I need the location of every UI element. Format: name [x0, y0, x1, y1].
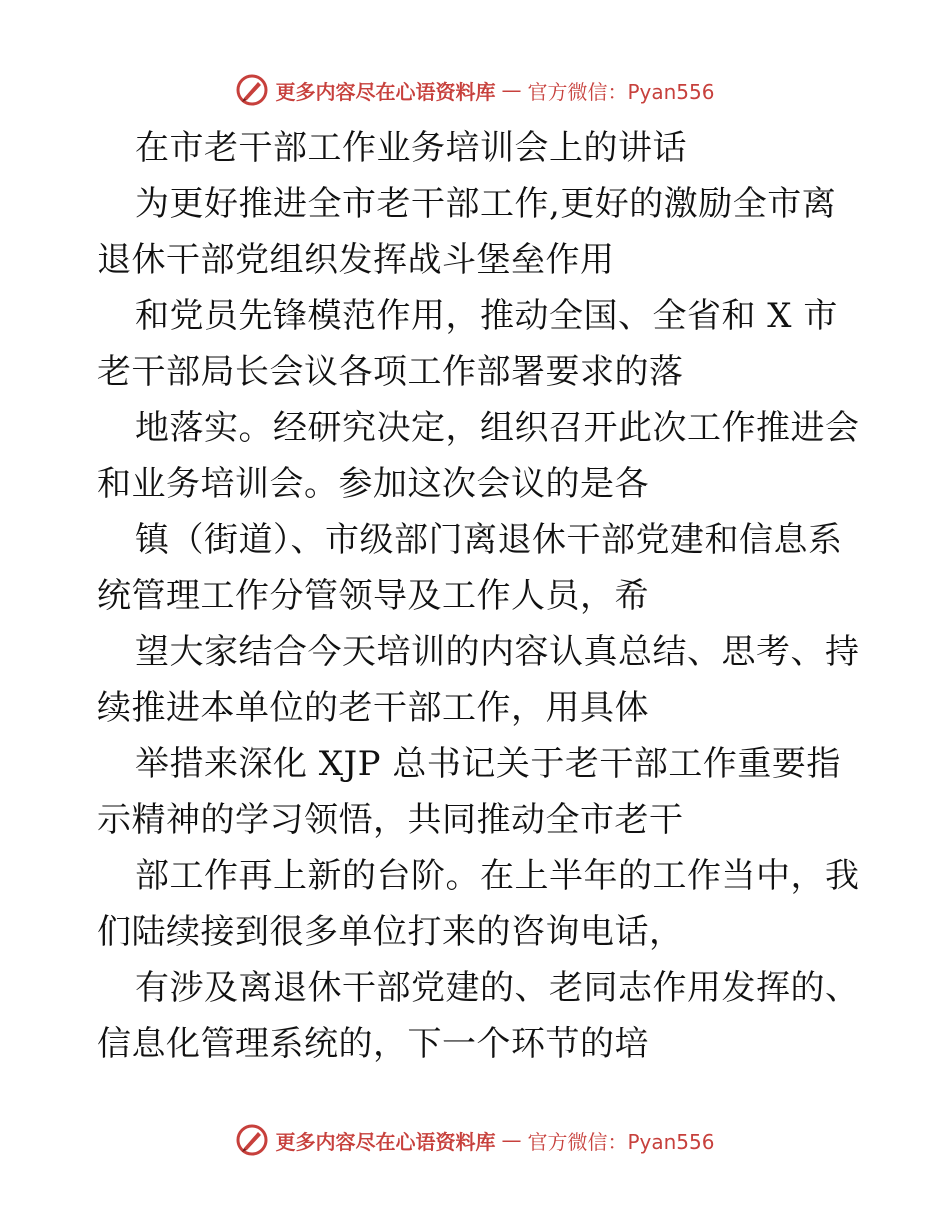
footer-banner — [0, 1120, 950, 1160]
text-line: 和业务培训会。参加这次会议的是各 — [97, 464, 649, 504]
quill-pen-logo-icon — [235, 73, 269, 107]
banner-wechat: 官方微信：Pyan556 — [527, 1129, 715, 1154]
text-line: 地落实。经研究决定，组织召开此次工作推进会 — [135, 408, 860, 448]
document-title: 在市老干部工作业务培训会上的讲话 — [135, 128, 687, 168]
banner-text: 更多内容尽在心语资料库 — [275, 1129, 496, 1154]
quill-pen-logo-icon — [235, 1123, 269, 1157]
text-line: 有涉及离退休干部党建的、老同志作用发挥的、 — [135, 968, 860, 1008]
text-line: 为更好推进全市老干部工作,更好的激励全市离 — [135, 184, 837, 224]
banner-wechat: 官方微信：Pyan556 — [527, 79, 715, 104]
text-line: 统管理工作分管领导及工作人员，希 — [97, 576, 649, 616]
text-line: 镇（街道）、市级部门离退休干部党建和信息系 — [135, 520, 843, 560]
text-line: 们陆续接到很多单位打来的咨询电话， — [97, 912, 684, 952]
text-line: 退休干部党组织发挥战斗堡垒作用 — [97, 240, 615, 280]
banner-dash: — — [501, 1128, 522, 1152]
text-line: 老干部局长会议各项工作部署要求的落 — [97, 352, 684, 392]
banner-text: 更多内容尽在心语资料库 — [275, 79, 496, 104]
text-line: 信息化管理系统的，下一个环节的培 — [97, 1024, 649, 1064]
document-body — [97, 120, 860, 1072]
text-line: 和党员先锋模范作用，推动全国、全省和 X 市 — [135, 296, 838, 336]
text-line: 示精神的学习领悟，共同推动全市老干 — [97, 800, 684, 840]
banner-dash: — — [501, 78, 522, 102]
text-line: 举措来深化 XJP 总书记关于老干部工作重要指 — [135, 744, 841, 784]
text-line: 续推进本单位的老干部工作，用具体 — [97, 688, 649, 728]
text-line: 部工作再上新的台阶。在上半年的工作当中，我 — [135, 856, 860, 896]
text-line: 望大家结合今天培训的内容认真总结、思考、持 — [135, 632, 860, 672]
header-banner — [0, 70, 950, 110]
